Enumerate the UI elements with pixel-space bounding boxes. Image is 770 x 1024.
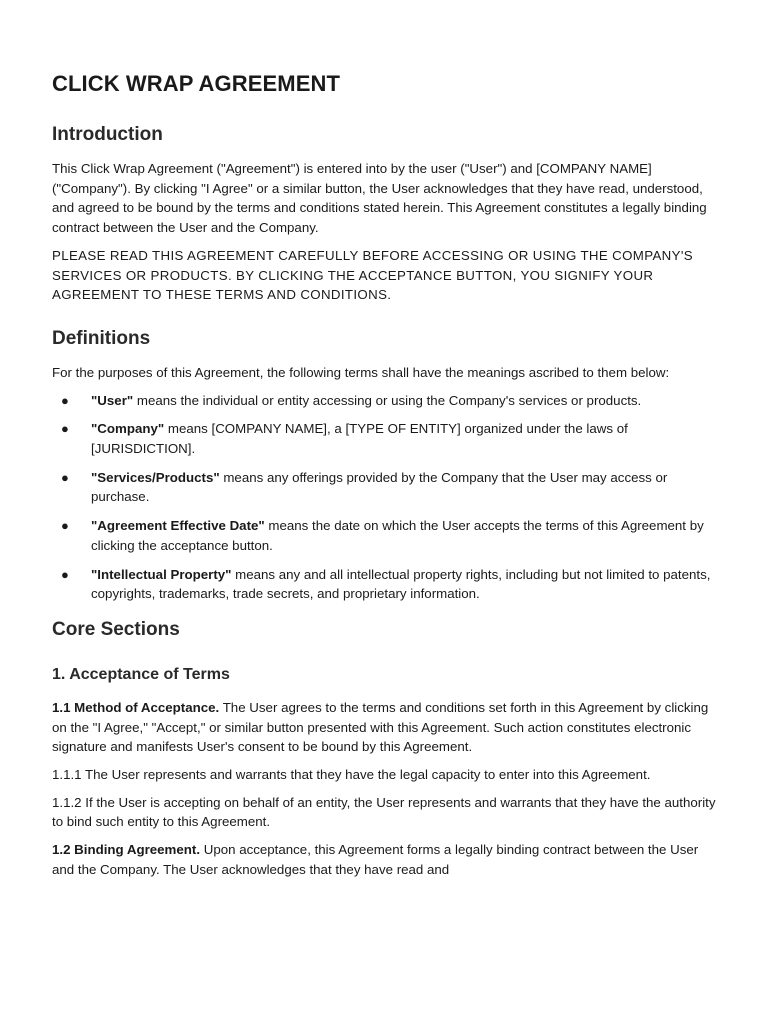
definitions-intro: For the purposes of this Agreement, the following terms shall have the meanings ascribed to them below: (52, 364, 670, 380)
definition-text: means the date on which the User accepts the terms of this Agreement by clicking the acceptance button. (91, 518, 704, 553)
definition-text: means [COMPANY NAME], a [TYPE OF ENTITY] organized under the laws of [JURISDICTION]. (91, 421, 628, 457)
binding-agreement-paragraph (52, 840, 724, 879)
definition-item-effective-date (52, 516, 724, 555)
clause-1-1-1-paragraph: 1.1.1 The User represents and warrants that they have the legal capacity to enter into this Agreement. (52, 767, 651, 783)
core-sections-heading: Core Sections (52, 618, 180, 640)
clause-label: 1.2 Binding Agreement. (52, 842, 201, 858)
definition-item-intellectual-property (52, 565, 724, 604)
definition-item-company (52, 419, 724, 458)
definition-item-user (52, 391, 724, 411)
document-page (52, 70, 724, 888)
definition-text: means the individual or entity accessing or using the Company's services or products. (133, 392, 642, 408)
clause-1-1-2-paragraph: 1.1.2 If the User is accepting on behalf of an entity, the User represents and warrants that they have the authority to bind such entity to this Agreement. (52, 794, 716, 830)
caps-notice-paragraph: PLEASE READ THIS AGREEMENT CAREFULLY BEFORE ACCESSING OR USING THE COMPANY'S SERVICES OR PRODUCTS. BY CLICKING THE ACCEPTANCE BUTTON, YOU SIGNIFY YOUR AGREEMENT TO THESE TERMS AND CONDITIONS. (52, 247, 693, 303)
definition-text: means any and all intellectual property rights, including but not limited to patents, copyrights, trademarks, trade secrets, and proprietary information. (91, 566, 711, 602)
bullet-icon: ● (61, 518, 69, 534)
definition-term: "Agreement Effective Date" (91, 518, 265, 534)
method-of-acceptance-paragraph (52, 698, 724, 757)
document-title: CLICK WRAP AGREEMENT (52, 71, 340, 96)
definition-term: "Services/Products" (91, 469, 220, 485)
bullet-icon: ● (61, 421, 69, 437)
definition-term: "Intellectual Property" (91, 566, 232, 582)
definition-text: means any offerings provided by the Company that the User may access or purchase. (91, 469, 668, 505)
clause-text: The User agrees to the terms and conditions set forth in this Agreement by clicking on the "I Agree," "Accept," or similar button presented with this Agreement. Such action constitutes electronic signature and manifests User's consent to be bound by this Agreement. (52, 699, 709, 755)
introduction-heading: Introduction (52, 124, 163, 145)
definitions-heading: Definitions (52, 327, 151, 349)
bullet-icon: ● (61, 469, 69, 485)
bullet-icon: ● (61, 392, 69, 408)
acceptance-of-terms-heading: 1. Acceptance of Terms (52, 665, 230, 683)
definition-item-services-products (52, 468, 724, 507)
definitions-list (52, 391, 724, 604)
definition-term: "User" (91, 392, 134, 408)
clause-text: Upon acceptance, this Agreement forms a legally binding contract between the User and the Company. The User acknowledges that they have read and (52, 842, 699, 877)
introduction-paragraph: This Click Wrap Agreement ("Agreement") is entered into by the user ("User") and [COMPANY NAME] ("Company"). By clicking "I Agree" or a similar button, the User acknowledges that they have read, understood, and agreed to be bound by the terms and conditions stated herein. This Agreement constitutes a legally binding contract between the User and the Company. (52, 161, 707, 236)
bullet-icon: ● (61, 566, 69, 582)
clause-label: 1.1 Method of Acceptance. (52, 699, 220, 715)
definition-term: "Company" (91, 421, 165, 437)
